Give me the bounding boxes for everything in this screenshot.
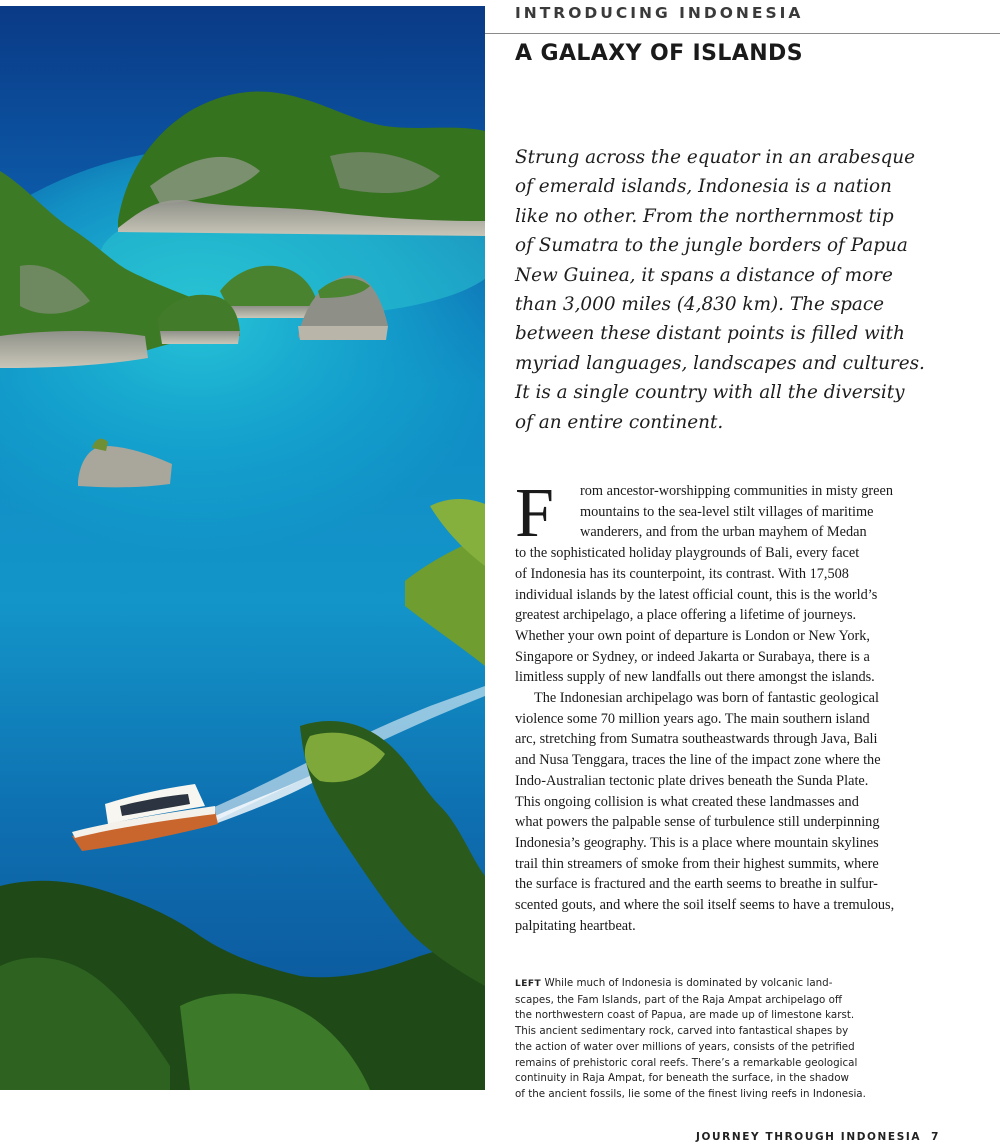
- intro-line: of emerald islands, Indonesia is a nation: [515, 176, 892, 198]
- body-line: palpitating heartbeat.: [515, 917, 636, 934]
- page-number: 7: [931, 1131, 941, 1143]
- caption-line: scapes, the Fam Islands, part of the Raja Ampat archipelago off: [515, 993, 843, 1006]
- caption-line: of the ancient fossils, lie some of the finest living reefs in Indonesia.: [515, 1087, 866, 1100]
- caption-line: [515, 976, 895, 993]
- footer-book-title: JOURNEY THROUGH INDONESIA: [696, 1131, 922, 1143]
- islands-photo: [0, 6, 485, 1090]
- intro-line: Strung across the equator in an arabesque: [515, 147, 916, 168]
- intro-paragraph: [515, 143, 925, 437]
- body-line: rom ancestor-worshipping communities in misty green: [580, 483, 893, 499]
- caption-line: This ancient sedimentary rock, carved into fantastical shapes by: [515, 1025, 849, 1038]
- page-footer: [696, 1131, 940, 1143]
- body-line: Indonesia’s geography. This is a place where mountain skylines: [515, 834, 879, 851]
- caption-line: remains of prehistoric coral reefs. There’s a remarkable geological: [515, 1056, 858, 1069]
- caption-line: the northwestern coast of Papua, are made up of limestone karst.: [515, 1009, 855, 1022]
- intro-line: between these distant points is filled with: [515, 323, 905, 345]
- section-label: INTRODUCING INDONESIA: [515, 4, 804, 22]
- page-title: A GALAXY OF ISLANDS: [515, 41, 803, 66]
- intro-line: It is a single country with all the diversity: [515, 382, 905, 404]
- body-line: Indo-Australian tectonic plate drives beneath the Sunda Plate.: [515, 772, 869, 789]
- body-line: trail thin streamers of smoke from their highest summits, where: [515, 855, 879, 872]
- body-line: This ongoing collision is what created these landmasses and: [515, 793, 859, 810]
- body-line: mountains to the sea-level stilt villages of maritime: [580, 503, 874, 520]
- caption-first-line: While much of Indonesia is dominated by volcanic land-: [544, 977, 833, 989]
- caption-label: LEFT: [515, 979, 542, 989]
- intro-line: like no other. From the northernmost tip: [515, 205, 894, 227]
- intro-line: of an entire continent.: [515, 411, 724, 433]
- body-line: violence some 70 million years ago. The main southern island: [515, 710, 870, 727]
- header-rule: [485, 33, 1000, 34]
- photo-caption: [515, 976, 895, 1103]
- body-line: wanderers, and from the urban mayhem of Medan: [580, 524, 867, 541]
- body-line: of Indonesia has its counterpoint, its contrast. With 17,508: [515, 565, 849, 582]
- body-line: to the sophisticated holiday playgrounds of Bali, every facet: [515, 545, 860, 562]
- body-line: arc, stretching from Sumatra southeastwards through Java, Bali: [515, 731, 878, 748]
- intro-line: of Sumatra to the jungle borders of Papua: [515, 235, 908, 257]
- body-line: The Indonesian archipelago was born of fantastic geological: [534, 690, 879, 707]
- body-line: and Nusa Tenggara, traces the line of the impact zone where the: [515, 752, 881, 769]
- intro-line: myriad languages, landscapes and cultures.: [515, 352, 925, 374]
- body-line: Singapore or Sydney, or indeed Jakarta or Surabaya, there is a: [515, 648, 870, 665]
- caption-line: continuity in Raja Ampat, for beneath the surface, in the shadow: [515, 1072, 849, 1085]
- drop-cap: F: [515, 475, 554, 552]
- intro-line: New Guinea, it spans a distance of more: [515, 264, 893, 286]
- body-line: Whether your own point of departure is London or New York,: [515, 627, 870, 644]
- body-line: the surface is fractured and the earth seems to breathe in sulfur-: [515, 876, 878, 893]
- body-line: scented gouts, and where the soil itself seems to have a tremulous,: [515, 897, 895, 914]
- body-line: what powers the palpable sense of turbulence still underpinning: [515, 814, 880, 831]
- body-text: [515, 475, 915, 936]
- body-line: greatest archipelago, a place offering a lifetime of journeys.: [515, 607, 857, 624]
- body-line: limitless supply of new landfalls out there amongst the islands.: [515, 669, 875, 686]
- intro-line: than 3,000 miles (4,830 km). The space: [515, 294, 885, 316]
- body-line: individual islands by the latest official count, this is the world’s: [515, 586, 878, 603]
- caption-line: the action of water over millions of years, consists of the petrified: [515, 1040, 855, 1053]
